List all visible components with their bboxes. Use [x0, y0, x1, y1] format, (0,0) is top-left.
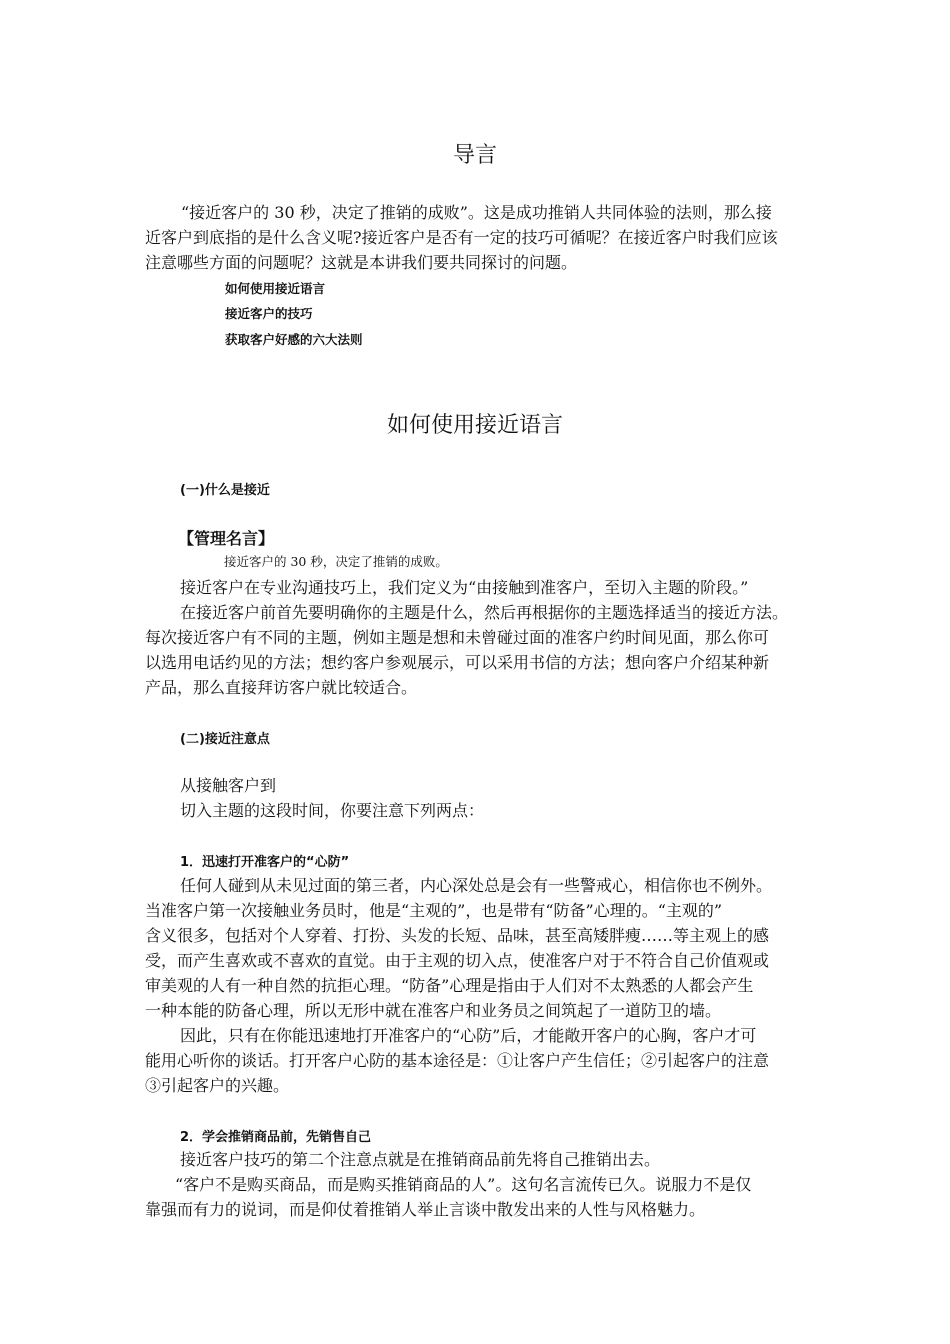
section-title: 如何使用接近语言: [386, 413, 563, 438]
point-heading: 2．学会推销商品前，先销售自己: [180, 1130, 372, 1145]
text-line: 以选用电话约见的方法；想约客户参观展示，可以采用书信的方法；想向客户介绍某种新: [145, 653, 770, 672]
subsection-heading: (一)什么是接近: [180, 483, 270, 498]
text-line: 靠强而有力的说词，而是仰仗着推销人举止言谈中散发出来的人性与风格魅力。: [145, 1200, 706, 1219]
toc-item: 获取客户好感的六大法则: [225, 332, 363, 347]
text-line: “客户不是购买商品，而是购买推销商品的人”。这句名言流传已久。说服力不是仅: [175, 1175, 752, 1194]
text-line: 当准客户第一次接触业务员时，他是“主观的”，也是带有“防备”心理的。“主观的”: [145, 901, 723, 920]
intro-paragraph: [145, 200, 817, 275]
text-line: 在接近客户前首先要明确你的主题是什么，然后再根据你的主题选择适当的接近方法。: [180, 603, 789, 622]
text-line: 注意哪些方面的问题呢？这就是本讲我们要共同探讨的问题。: [145, 253, 578, 272]
point1-paragraph: [145, 873, 817, 1098]
text-line: 从接触客户到: [180, 776, 277, 795]
method-paragraph: [145, 600, 817, 700]
definition-paragraph: [145, 575, 817, 600]
text-line: 一种本能的防备心理，所以无形中就在准客户和业务员之间筑起了一道防卫的墙。: [145, 1001, 722, 1020]
text-line: 审美观的人有一种自然的抗拒心理。“防备”心理是指由于人们对不太熟悉的人都会产生: [145, 976, 754, 995]
text-line: 含义很多，包括对个人穿着、打扮、头发的长短、品味，甚至高矮胖瘦……等主观上的感: [145, 926, 770, 945]
toc-item: 如何使用接近语言: [225, 281, 326, 296]
text-line: 因此，只有在你能迅速地打开准客户的“心防”后，才能敞开客户的心胸，客户才可: [180, 1026, 757, 1045]
text-line: 产品，那么直接拜访客户就比较适合。: [145, 678, 418, 697]
text-line: 任何人碰到从未见过面的第三者，内心深处总是会有一些警戒心，相信你也不例外。: [180, 876, 773, 895]
text-line: 近客户到底指的是什么含义呢?接近客户是否有一定的技巧可循呢？在接近客户时我们应该: [145, 228, 778, 247]
attention-intro: [145, 773, 817, 823]
point-heading: 1．迅速打开准客户的“心防”: [180, 855, 350, 870]
text-line: 能用心听你的谈话。打开客户心防的基本途径是：①让客户产生信任；②引起客户的注意: [145, 1051, 770, 1070]
text-line: 接近客户技巧的第二个注意点就是在推销商品前先将自己推销出去。: [180, 1150, 661, 1169]
text-line: 切入主题的这段时间，你要注意下列两点：: [180, 801, 485, 820]
intro-title: 导言: [452, 143, 497, 168]
point2-paragraph: [145, 1147, 817, 1222]
text-line: 接近客户在专业沟通技巧上，我们定义为“由接触到准客户，至切入主题的阶段。”: [180, 578, 749, 597]
subsection-heading: (二)接近注意点: [180, 732, 270, 747]
toc-item: 接近客户的技巧: [225, 306, 313, 321]
text-line: 每次接近客户有不同的主题，例如主题是想和未曾碰过面的准客户约时间见面，那么你可: [145, 628, 770, 647]
text-line: 受，而产生喜欢或不喜欢的直觉。由于主观的切入点，使准客户对于不符合自己价值观或: [145, 951, 770, 970]
text-line: “接近客户的 30 秒，决定了推销的成败”。这是成功推销人共同体验的法则，那么接: [181, 203, 772, 222]
text-line: ③引起客户的兴趣。: [145, 1076, 290, 1095]
quote-heading: 【管理名言】: [178, 529, 275, 548]
quote-text: 接近客户的 30 秒，决定了推销的成败。: [224, 554, 448, 569]
